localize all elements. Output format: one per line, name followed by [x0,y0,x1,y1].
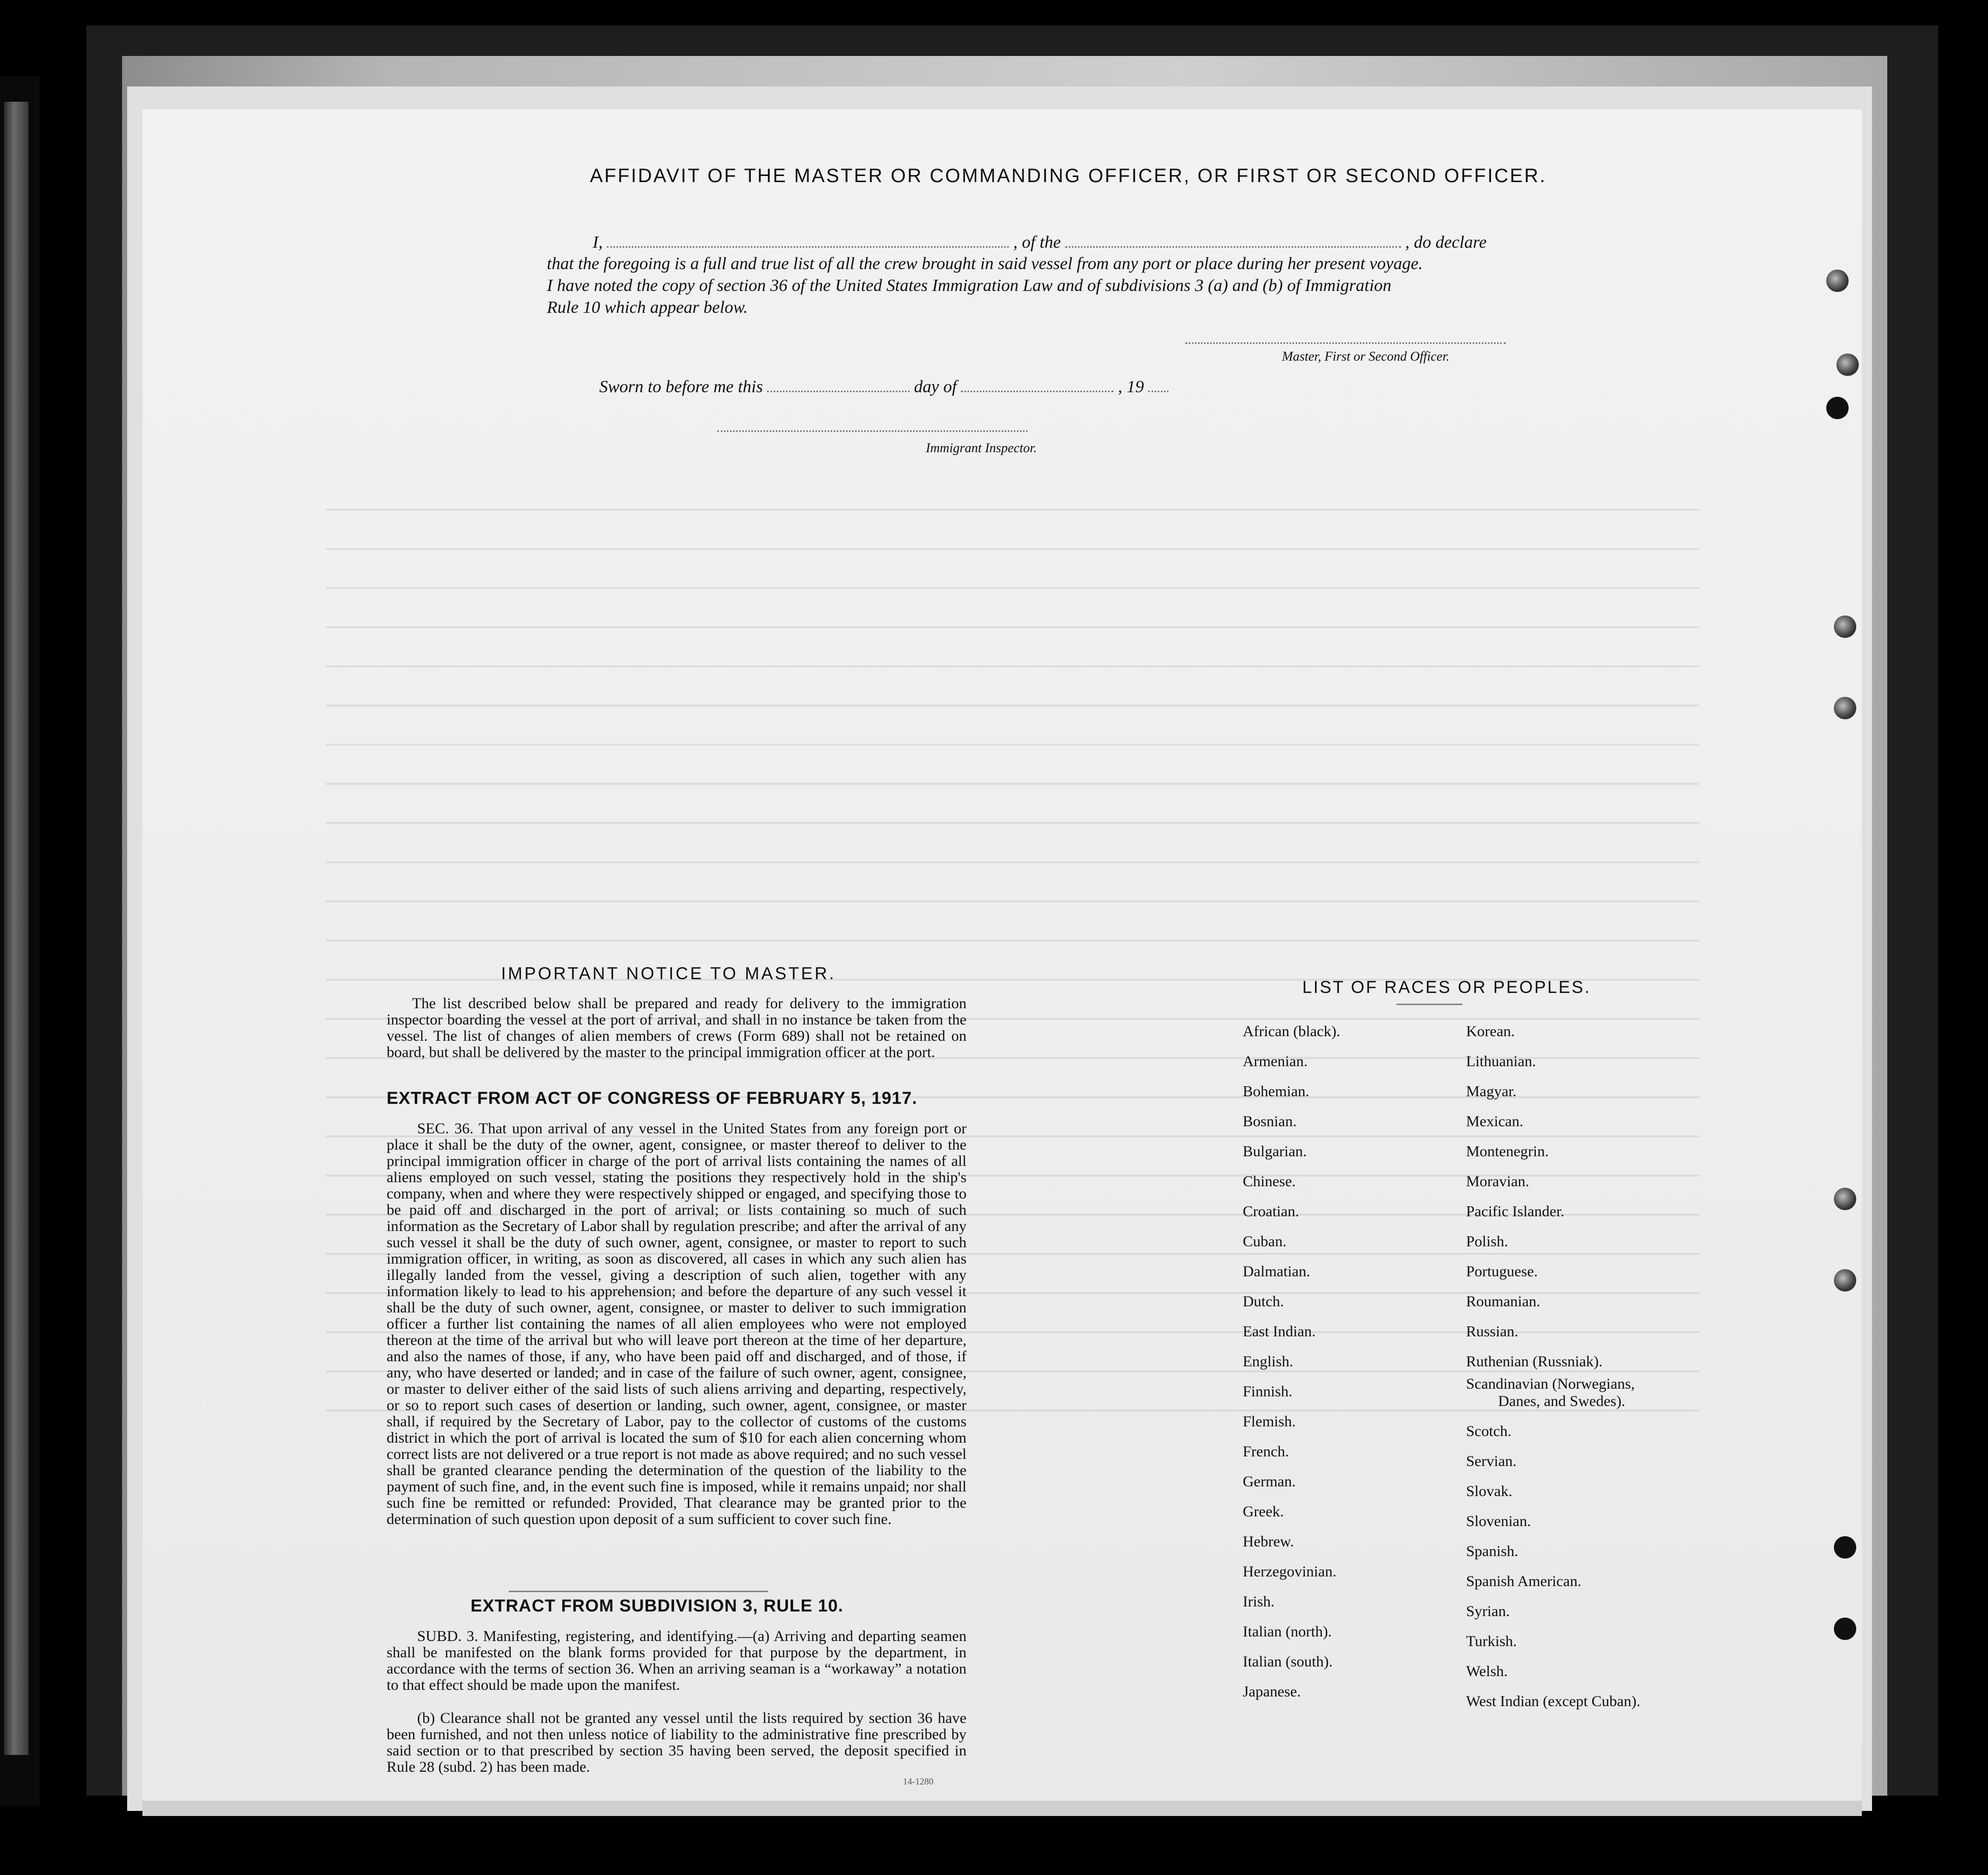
affidavit-of-the-label: , of the [1013,233,1061,252]
race-item: Polish. [1466,1233,1508,1250]
affidavit-line-3: I have noted the copy of section 36 of the United States Immigration Law and of subdivisions 3 (a) and (b) of Immigration [547,276,1392,295]
inspector-signature-line[interactable] [717,426,1028,432]
race-item: Servian. [1466,1453,1517,1470]
divider-rule [509,1591,768,1592]
affidavit-line-2: that the foregoing is a full and true list of all the crew brought in said vessel from any port or place during her present voyage. [547,254,1423,273]
punch-hole-icon [1834,697,1856,719]
race-item: Lithuanian. [1466,1053,1536,1070]
race-item: Scandinavian (Norwegians, [1466,1375,1635,1392]
master-signature-label: Master, First or Second Officer. [1282,349,1450,364]
race-item: Bosnian. [1243,1113,1297,1130]
race-item: Portuguese. [1466,1263,1538,1280]
race-item: Magyar. [1466,1083,1517,1100]
affidavit-i-label: I, [593,233,603,252]
race-item: Korean. [1466,1023,1515,1040]
affidavit-declare-label: , do declare [1405,233,1487,252]
race-item: Turkish. [1466,1633,1517,1650]
race-item: Irish. [1243,1593,1275,1610]
punch-hole-icon [1836,354,1859,376]
adjacent-page-strip [4,102,28,1755]
race-item: Pacific Islander. [1466,1203,1565,1220]
punch-hole-icon [1826,270,1849,292]
sworn-label: Sworn to before me this [599,377,763,396]
race-item: Scotch. [1466,1423,1512,1440]
race-item: Dutch. [1243,1293,1284,1310]
extract-act-text: SEC. 36. That upon arrival of any vessel in the United States from any foreign port or place it shall be the duty of the owner, agent, consignee, or master thereof to deliver to the principal immigration officer in charge of the port of arrival lists containing the names of all aliens employed on such vessel, stating the positions they respectively hold in the ship's company, when and where they were respectively shipped or engaged, and specifying those to be paid off and discharged in the port of arrival; or lists containing so much of such information as the Secretary of Labor shall by regulation prescribe; and after the arrival of any such vessel it shall be the duty of such owner, agent, consignee, or master to report to such immigration officer, in writing, as soon as discovered, all cases in which any such alien has illegally landed from the vessel, giving a description of such alien, together with any information likely to lead to his apprehension; and before the departure of any such vessel it shall be the duty of such owner, agent, consignee, or master to deliver to such immigration officer a further list containing the names of all alien employees who were not employed thereon at the time of the arrival but who will leave port thereon at the time of her departure, and also the names of those, if any, who have been paid off and discharged, and of those, if any, who have deserted or landed; and in case of the failure of such owner, agent, consignee, or master to deliver either of the said lists of such aliens arriving and departing, respectively, or so to report such cases of desertion or landing, such owner, agent, consignee, or master shall, if required by the Secretary of Labor, pay to the collector of customs of the customs district in which the port of arrival is located the sum of $10 for each alien concerning whom correct lists are not delivered or a true report is not made as above required; and no such vessel shall be granted clearance pending the determination of the question of the liability to the payment of such fine, and, in the event such fine is imposed, while it remains unpaid; nor shall such fine be remitted or refunded: Provided, That clearance may be granted prior to the determination of such question upon deposit of a sum sufficient to cover such fine. [387,1120,967,1528]
race-item: Greek. [1243,1503,1284,1520]
master-name-field[interactable] [607,242,1009,248]
sworn-year-field[interactable] [1148,387,1168,392]
race-item: Moravian. [1466,1173,1530,1190]
punch-hole-icon [1834,1618,1856,1640]
notice-title: IMPORTANT NOTICE TO MASTER. [501,964,836,983]
race-item: Syrian. [1466,1603,1510,1620]
races-title: LIST OF RACES OR PEOPLES. [1302,978,1591,997]
page-bottom-edge [142,1801,1862,1816]
race-item: Herzegovinian. [1243,1563,1337,1580]
race-item: Italian (north). [1243,1623,1332,1640]
affidavit-title: AFFIDAVIT OF THE MASTER OR COMMANDING OFFICER, OR FIRST OR SECOND OFFICER. [590,165,1547,187]
race-item: English. [1243,1353,1294,1370]
extract-rule-para-b: (b) Clearance shall not be granted any vessel until the lists required by section 36 have been furnished, and not then unless notice of liability to the administrative fine prescribed by said section or to that prescribed by section 35 having been served, the deposit specified in Rule 28 (subd. 2) has been made. [387,1710,967,1775]
master-signature-line[interactable] [1185,338,1506,344]
year-label: , 19 [1118,377,1144,396]
vessel-name-field[interactable] [1065,242,1401,248]
race-item: Mexican. [1466,1113,1524,1130]
races-title-underline [1396,1004,1463,1005]
race-item: Slovak. [1466,1483,1512,1500]
day-of-label: day of [914,377,957,396]
race-item: Bohemian. [1243,1083,1309,1100]
inspector-signature-label: Immigrant Inspector. [926,441,1037,455]
extract-act-title: EXTRACT FROM ACT OF CONGRESS OF FEBRUARY 5, 1917. [387,1089,918,1108]
race-item: Croatian. [1243,1203,1299,1220]
race-item: Cuban. [1243,1233,1287,1250]
race-item: Bulgarian. [1243,1143,1307,1160]
extract-rule-title: EXTRACT FROM SUBDIVISION 3, RULE 10. [471,1596,844,1616]
race-item: East Indian. [1243,1323,1316,1340]
affidavit-declaration-line [593,233,1487,252]
race-item: Russian. [1466,1323,1518,1340]
race-item: Welsh. [1466,1663,1508,1680]
race-item: Armenian. [1243,1053,1308,1070]
race-item: Montenegrin. [1466,1143,1549,1160]
punch-hole-icon [1834,1536,1856,1559]
punch-hole-icon [1834,616,1856,638]
punch-hole-icon [1826,397,1849,419]
race-item: Italian (south). [1243,1653,1333,1670]
punch-hole-icon [1834,1188,1856,1210]
binder-holes [1824,0,1864,1875]
race-item: Slovenian. [1466,1513,1531,1530]
race-item: German. [1243,1473,1296,1490]
sworn-line [599,377,1168,397]
race-item: Danes, and Swedes). [1498,1393,1625,1410]
race-item: Spanish American. [1466,1573,1582,1590]
race-item: Roumanian. [1466,1293,1540,1310]
race-item: Hebrew. [1243,1533,1294,1550]
affidavit-line-4: Rule 10 which appear below. [547,298,748,317]
race-item: Japanese. [1243,1683,1301,1700]
notice-text: The list described below shall be prepared and ready for delivery to the immigration inspector boarding the vessel at the port of arrival, and shall in no instance be taken from the vessel. The list of changes of alien members of crews (Form 689) shall not be retained on board, but shall be delivered by the master to the principal immigration officer at the port. [387,995,967,1061]
race-item: Finnish. [1243,1383,1293,1400]
form-code: 14-1280 [903,1776,933,1786]
race-item: Dalmatian. [1243,1263,1310,1280]
race-item: Flemish. [1243,1413,1296,1430]
race-item: Ruthenian (Russniak). [1466,1353,1603,1370]
race-item: Chinese. [1243,1173,1296,1190]
sworn-day-field[interactable] [767,387,910,392]
race-item: West Indian (except Cuban). [1466,1693,1641,1710]
punch-hole-icon [1834,1269,1856,1292]
race-item: African (black). [1243,1023,1340,1040]
sworn-month-field[interactable] [961,387,1114,392]
extract-rule-para-a: SUBD. 3. Manifesting, registering, and identifying.—(a) Arriving and departing seamen shall be manifested on the blank forms provided for that purpose by the department, in accordance with the terms of section 36. When an arriving seaman is a “workaway” a notation to that effect should be made upon the manifest. [387,1628,967,1693]
race-item: Spanish. [1466,1543,1518,1560]
race-item: French. [1243,1443,1289,1460]
